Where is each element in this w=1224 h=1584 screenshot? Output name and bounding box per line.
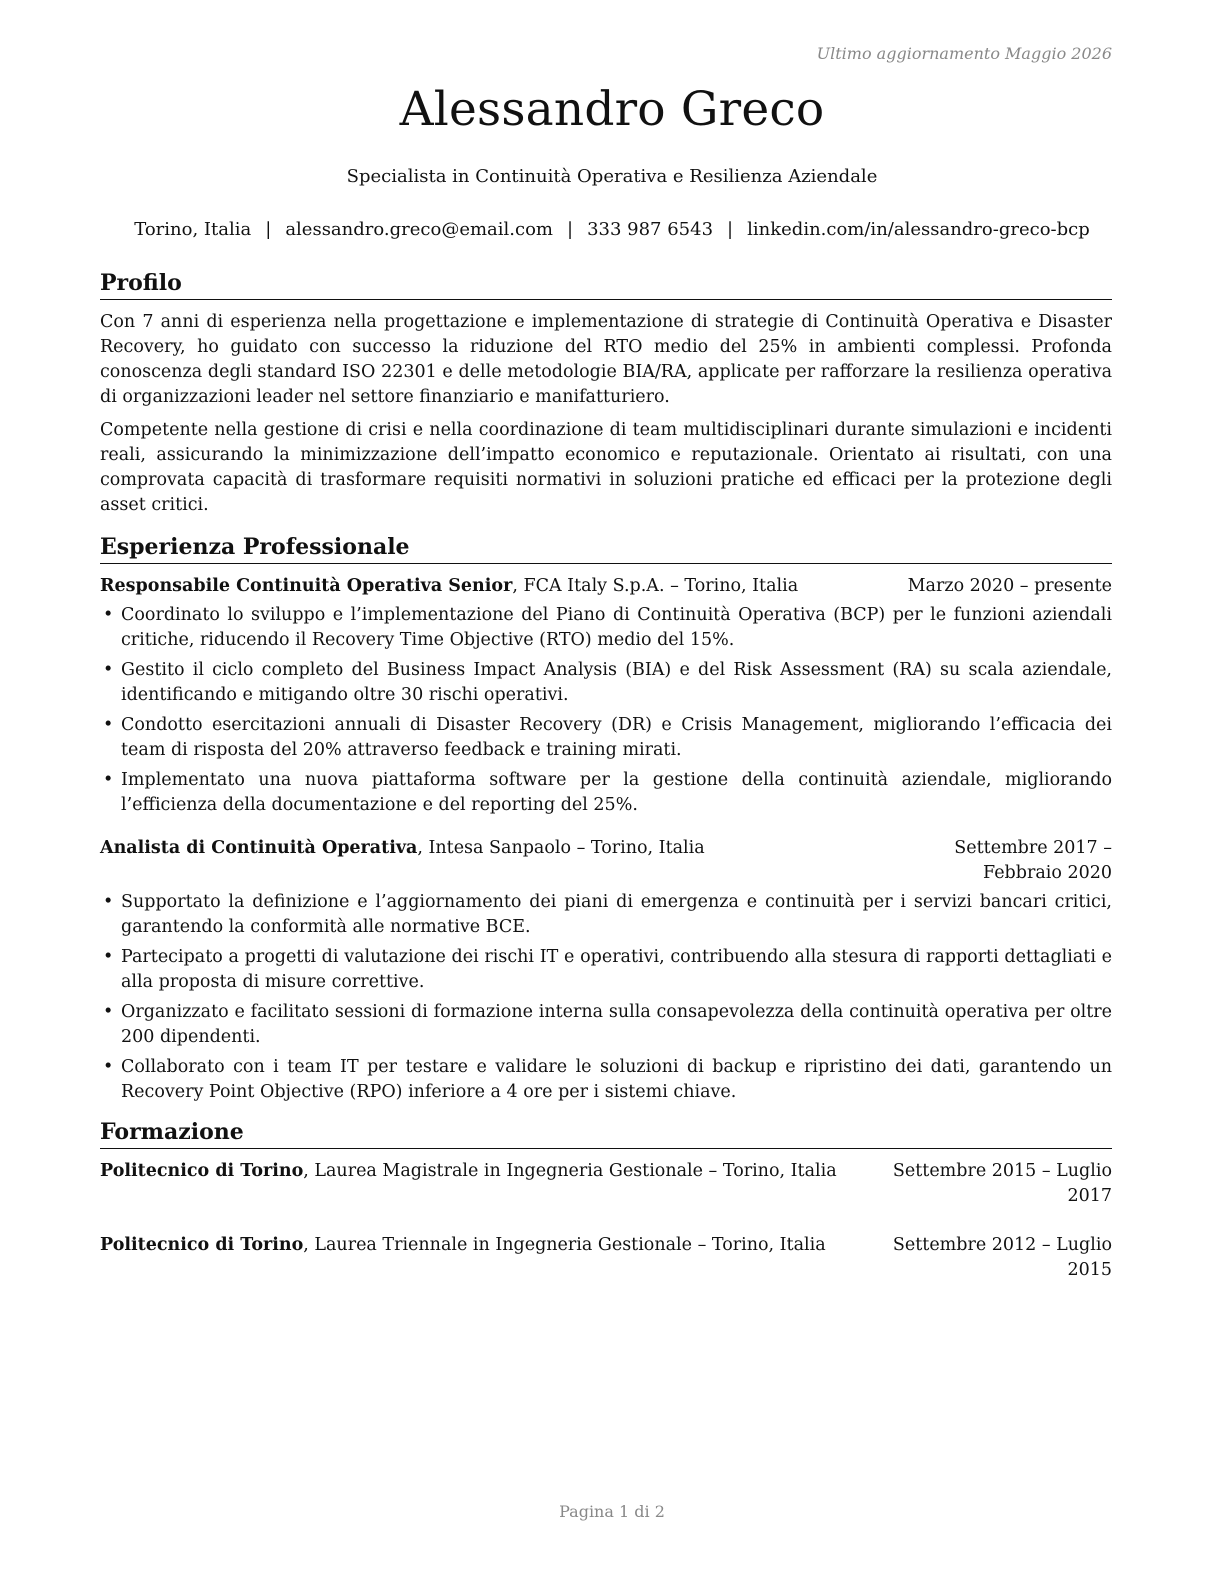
contact-email[interactable]: alessandro.greco@email.com (285, 219, 553, 240)
job-bullet: • Implementato una nuova piattaforma software per la gestione della continuità aziendale, migliorando l’efficienza della documentazione e del reporting del 25%. (100, 768, 1112, 818)
education-entry (100, 1159, 1112, 1209)
profile-section (100, 268, 1112, 518)
job-company: , Intesa Sanpaolo – Torino, Italia (417, 838, 705, 858)
job-bullet: • Partecipato a progetti di valutazione dei rischi IT e operativi, contribuendo alla stesura di rapporti dettagliati e alla proposta di misure correttive. (100, 945, 1112, 995)
candidate-name: Alessandro Greco (399, 82, 825, 137)
education-degree: , Laurea Triennale in Ingegneria Gestionale – Torino, Italia (303, 1235, 826, 1255)
job-dates: Settembre 2017 – Febbraio 2020 (954, 838, 1112, 883)
contact-linkedin[interactable]: linkedin.com/in/alessandro-greco-bcp (747, 219, 1090, 240)
page-number: Pagina 1 di 2 (559, 1502, 665, 1521)
section-title-experience: Esperienza Professionale (100, 532, 1112, 564)
job-dates: Marzo 2020 – presente (907, 576, 1112, 596)
contact-location: Torino, Italia (134, 219, 252, 240)
job-header (100, 836, 1112, 886)
job-bullet: • Condotto esercitazioni annuali di Disaster Recovery (DR) e Crisis Management, migliorando l’efficacia dei team di risposta del 20% attraverso feedback e training mirati. (100, 713, 1112, 763)
job-entry (100, 574, 1112, 818)
section-title-education: Formazione (100, 1117, 1112, 1149)
experience-section (100, 532, 1112, 1105)
job-company: , FCA Italy S.p.A. – Torino, Italia (512, 576, 799, 596)
education-title-line (100, 1159, 837, 1209)
job-bullets (100, 890, 1112, 1105)
education-dates: Settembre 2012 – Luglio 2015 (892, 1235, 1112, 1280)
job-bullet: • Collaborato con i team IT per testare e validare le soluzioni di backup e ripristino dei dati, garantendo un Recovery Point Objective (RPO) inferiore a 4 ore per i sistemi chiave. (100, 1055, 1112, 1105)
section-title-profile: Profilo (100, 268, 1112, 300)
resume-content (100, 268, 1112, 1283)
last-updated-note: Ultimo aggiornamento Maggio 2026 (816, 44, 1112, 63)
job-title-line (100, 836, 705, 886)
education-title-line (100, 1233, 826, 1283)
job-header (100, 574, 1112, 599)
contact-line (0, 219, 1224, 240)
candidate-headline: Specialista in Continuità Operativa e Resilienza Aziendale (346, 166, 878, 187)
profile-paragraph: Con 7 anni di esperienza nella progettazione e implementazione di strategie di Continuità Operativa e Disaster Recovery, ho guidato con successo la riduzione del RTO medio del 25% in ambienti complessi. Profonda conoscenza degli standard ISO 22301 e delle metodologie BIA/RA, applicate per rafforzare la resilienza operativa di organizzazioni leader nel settore finanziario e manifatturiero. (100, 312, 1112, 407)
job-bullet: • Supportato la definizione e l’aggiornamento dei piani di emergenza e continuità per i servizi bancari critici, garantendo la conformità alle normative BCE. (100, 890, 1112, 940)
contact-separator: | (727, 219, 734, 240)
job-bullet: • Coordinato lo sviluppo e l’implementazione del Piano di Continuità Operativa (BCP) per le funzioni aziendali critiche, riducendo il Recovery Time Objective (RTO) medio del 15%. (100, 603, 1112, 653)
profile-paragraph: Competente nella gestione di crisi e nella coordinazione di team multidisciplinari durante simulazioni e incidenti reali, assicurando la minimizzazione dell’impatto economico e reputazionale. Orientato ai risultati, con una comprovata capacità di trasformare requisiti normativi in soluzioni pratiche ed efficaci per la protezione degli asset critici. (100, 420, 1112, 515)
contact-separator: | (567, 219, 574, 240)
job-bullet: • Gestito il ciclo completo del Business Impact Analysis (BIA) e del Risk Assessment (RA) su scala aziendale, identificando e mitigando oltre 30 rischi operativi. (100, 658, 1112, 708)
education-entry (100, 1233, 1112, 1283)
education-section (100, 1117, 1112, 1283)
education-degree: , Laurea Magistrale in Ingegneria Gestionale – Torino, Italia (303, 1161, 837, 1181)
education-dates: Settembre 2015 – Luglio 2017 (892, 1161, 1112, 1206)
job-bullets (100, 603, 1112, 818)
job-role: Analista di Continuità Operativa (100, 838, 418, 858)
education-school: Politecnico di Torino (100, 1235, 304, 1255)
job-bullet: • Organizzato e facilitato sessioni di formazione interna sulla consapevolezza della continuità operativa per oltre 200 dipendenti. (100, 1000, 1112, 1050)
contact-separator: | (265, 219, 272, 240)
job-title-line (100, 574, 798, 599)
job-role: Responsabile Continuità Operativa Senior (100, 576, 513, 596)
education-school: Politecnico di Torino (100, 1161, 304, 1181)
job-entry (100, 836, 1112, 1105)
contact-phone: 333 987 6543 (587, 219, 714, 240)
